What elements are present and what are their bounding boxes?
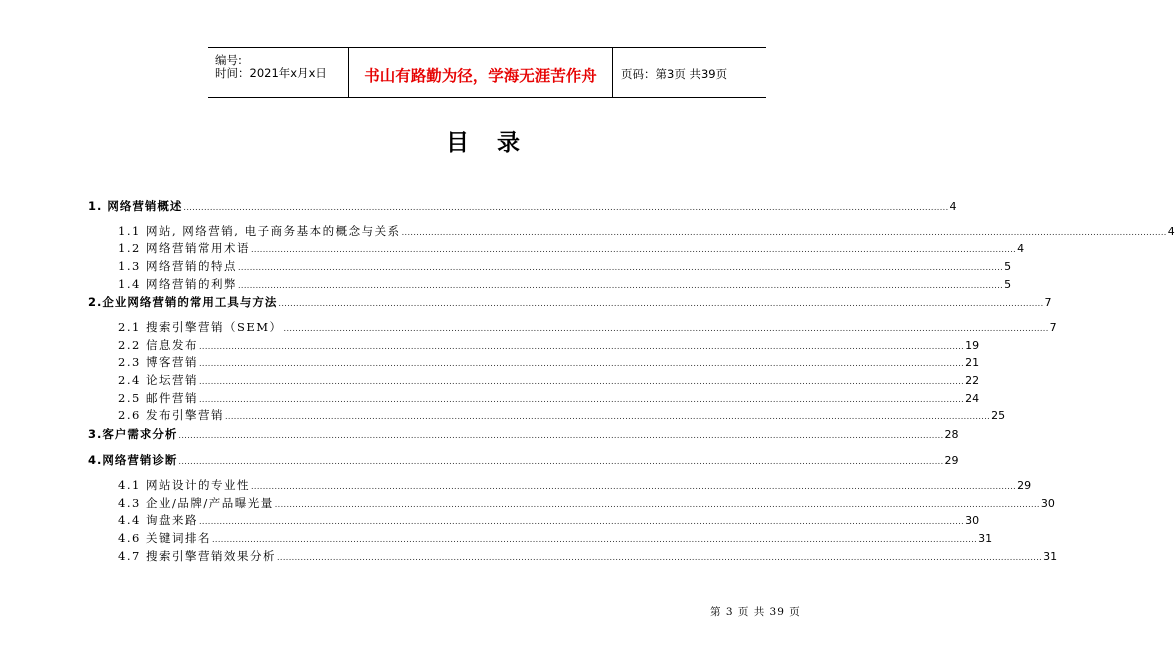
toc-entry[interactable] [118, 241, 1025, 256]
toc-page-number: 24 [965, 392, 980, 405]
toc-page-number: 7 [1049, 321, 1057, 334]
toc-entry[interactable] [118, 259, 1012, 274]
toc-leader-dots: .................................................................................................................................................................................................................................................................... [198, 342, 965, 351]
toc-label: 2.6 发布引擎营销 [118, 408, 224, 422]
toc-leader-dots: .................................................................................................................................................................................................................................................................... [178, 457, 944, 466]
toc-page-number: 22 [965, 374, 980, 387]
toc-label: 2.4 论坛营销 [118, 373, 198, 387]
header-meta-cell [208, 48, 349, 97]
toc-label: 2.2 信息发布 [118, 338, 198, 352]
time-label: 时间：2021年x月x日 [215, 66, 327, 80]
toc-leader-dots: .................................................................................................................................................................................................................................................................... [224, 412, 991, 421]
toc-leader-dots: .................................................................................................................................................................................................................................................................... [198, 517, 965, 526]
toc-entry[interactable] [118, 224, 1175, 239]
toc-label: 2.1 搜索引擎营销（SEM） [118, 320, 283, 334]
toc-entry[interactable] [88, 295, 1052, 310]
toc-label: 1.4 网络营销的利弊 [118, 277, 237, 291]
header-page-cell [613, 48, 766, 97]
toc-label: 3.客户需求分析 [88, 427, 178, 441]
toc-label: 4.3 企业/品牌/产品曝光量 [118, 496, 274, 510]
toc-leader-dots: .................................................................................................................................................................................................................................................................... [274, 500, 1040, 509]
page-code: 页码：第3页 共39页 [621, 67, 728, 81]
toc-leader-dots: .................................................................................................................................................................................................................................................................... [198, 359, 965, 368]
toc-leader-dots: .................................................................................................................................................................................................................................................................... [198, 395, 965, 404]
toc-page-number: 30 [1040, 497, 1055, 510]
toc-entry[interactable] [118, 338, 980, 353]
toc-label: 2.企业网络营销的常用工具与方法 [88, 295, 278, 309]
toc-leader-dots: .................................................................................................................................................................................................................................................................... [250, 245, 1017, 254]
toc-label: 4.6 关键词排名 [118, 531, 211, 545]
toc-label: 1.3 网络营销的特点 [118, 259, 237, 273]
toc-page-number: 5 [1004, 278, 1012, 291]
toc-entry[interactable] [118, 513, 980, 528]
toc-leader-dots: .................................................................................................................................................................................................................................................................... [183, 203, 949, 212]
toc-label: 2.5 邮件营销 [118, 391, 198, 405]
toc-page-number: 29 [944, 454, 959, 467]
motto-text: 书山有路勤为径，学海无涯苦作舟 [364, 67, 597, 85]
toc-label: 1.1 网站, 网络营销, 电子商务基本的概念与关系 [118, 224, 401, 238]
page-header [208, 47, 766, 98]
toc-page-number: 29 [1017, 479, 1032, 492]
toc-entry[interactable] [118, 391, 980, 406]
toc-leader-dots: .................................................................................................................................................................................................................................................................... [198, 377, 965, 386]
toc-page-number: 30 [965, 514, 980, 527]
toc-leader-dots: .................................................................................................................................................................................................................................................................... [250, 482, 1017, 491]
toc-entry[interactable] [88, 199, 957, 214]
toc-leader-dots: .................................................................................................................................................................................................................................................................... [401, 228, 1167, 237]
toc-page-number: 31 [1043, 550, 1058, 563]
toc-leader-dots: .................................................................................................................................................................................................................................................................... [211, 535, 978, 544]
toc-leader-dots: .................................................................................................................................................................................................................................................................... [237, 281, 1004, 290]
toc-entry[interactable] [118, 320, 1057, 335]
toc-page-number: 4 [1167, 225, 1175, 238]
toc-page-number: 19 [965, 339, 980, 352]
toc-leader-dots: .................................................................................................................................................................................................................................................................... [283, 324, 1049, 333]
toc-entry[interactable] [118, 496, 1055, 511]
toc-label: 1. 网络营销概述 [88, 199, 183, 213]
toc-entry[interactable] [118, 531, 993, 546]
toc-label: 2.3 博客营销 [118, 355, 198, 369]
toc-entry[interactable] [118, 277, 1012, 292]
toc-page-number: 31 [978, 532, 993, 545]
toc-leader-dots: .................................................................................................................................................................................................................................................................... [276, 553, 1043, 562]
toc-label: 4.1 网站设计的专业性 [118, 478, 250, 492]
number-label: 编号: [215, 53, 242, 67]
toc-page-number: 7 [1044, 296, 1052, 309]
toc-entry[interactable] [88, 453, 959, 468]
toc-label: 4.网络营销诊断 [88, 453, 178, 467]
toc-label: 4.7 搜索引擎营销效果分析 [118, 549, 276, 563]
toc-leader-dots: .................................................................................................................................................................................................................................................................... [278, 299, 1044, 308]
toc-page-number: 4 [1017, 242, 1025, 255]
page-title: 目 录 [445, 130, 530, 156]
toc-page-number: 25 [991, 409, 1006, 422]
toc-page-number: 21 [965, 356, 980, 369]
page-footer: 第 3 页 共 39 页 [710, 606, 801, 618]
toc-entry[interactable] [88, 427, 959, 442]
toc-entry[interactable] [118, 549, 1058, 564]
toc-label: 1.2 网络营销常用术语 [118, 241, 250, 255]
toc-leader-dots: .................................................................................................................................................................................................................................................................... [237, 263, 1004, 272]
toc-entry[interactable] [118, 478, 1032, 493]
toc-entry[interactable] [118, 408, 1006, 423]
header-motto-cell [349, 48, 613, 97]
toc-page-number: 4 [949, 200, 957, 213]
toc-leader-dots: .................................................................................................................................................................................................................................................................... [178, 431, 944, 440]
toc-page-number: 5 [1004, 260, 1012, 273]
toc-entry[interactable] [118, 373, 980, 388]
toc-page-number: 28 [944, 428, 959, 441]
toc-entry[interactable] [118, 355, 980, 370]
toc-label: 4.4 询盘来路 [118, 513, 198, 527]
